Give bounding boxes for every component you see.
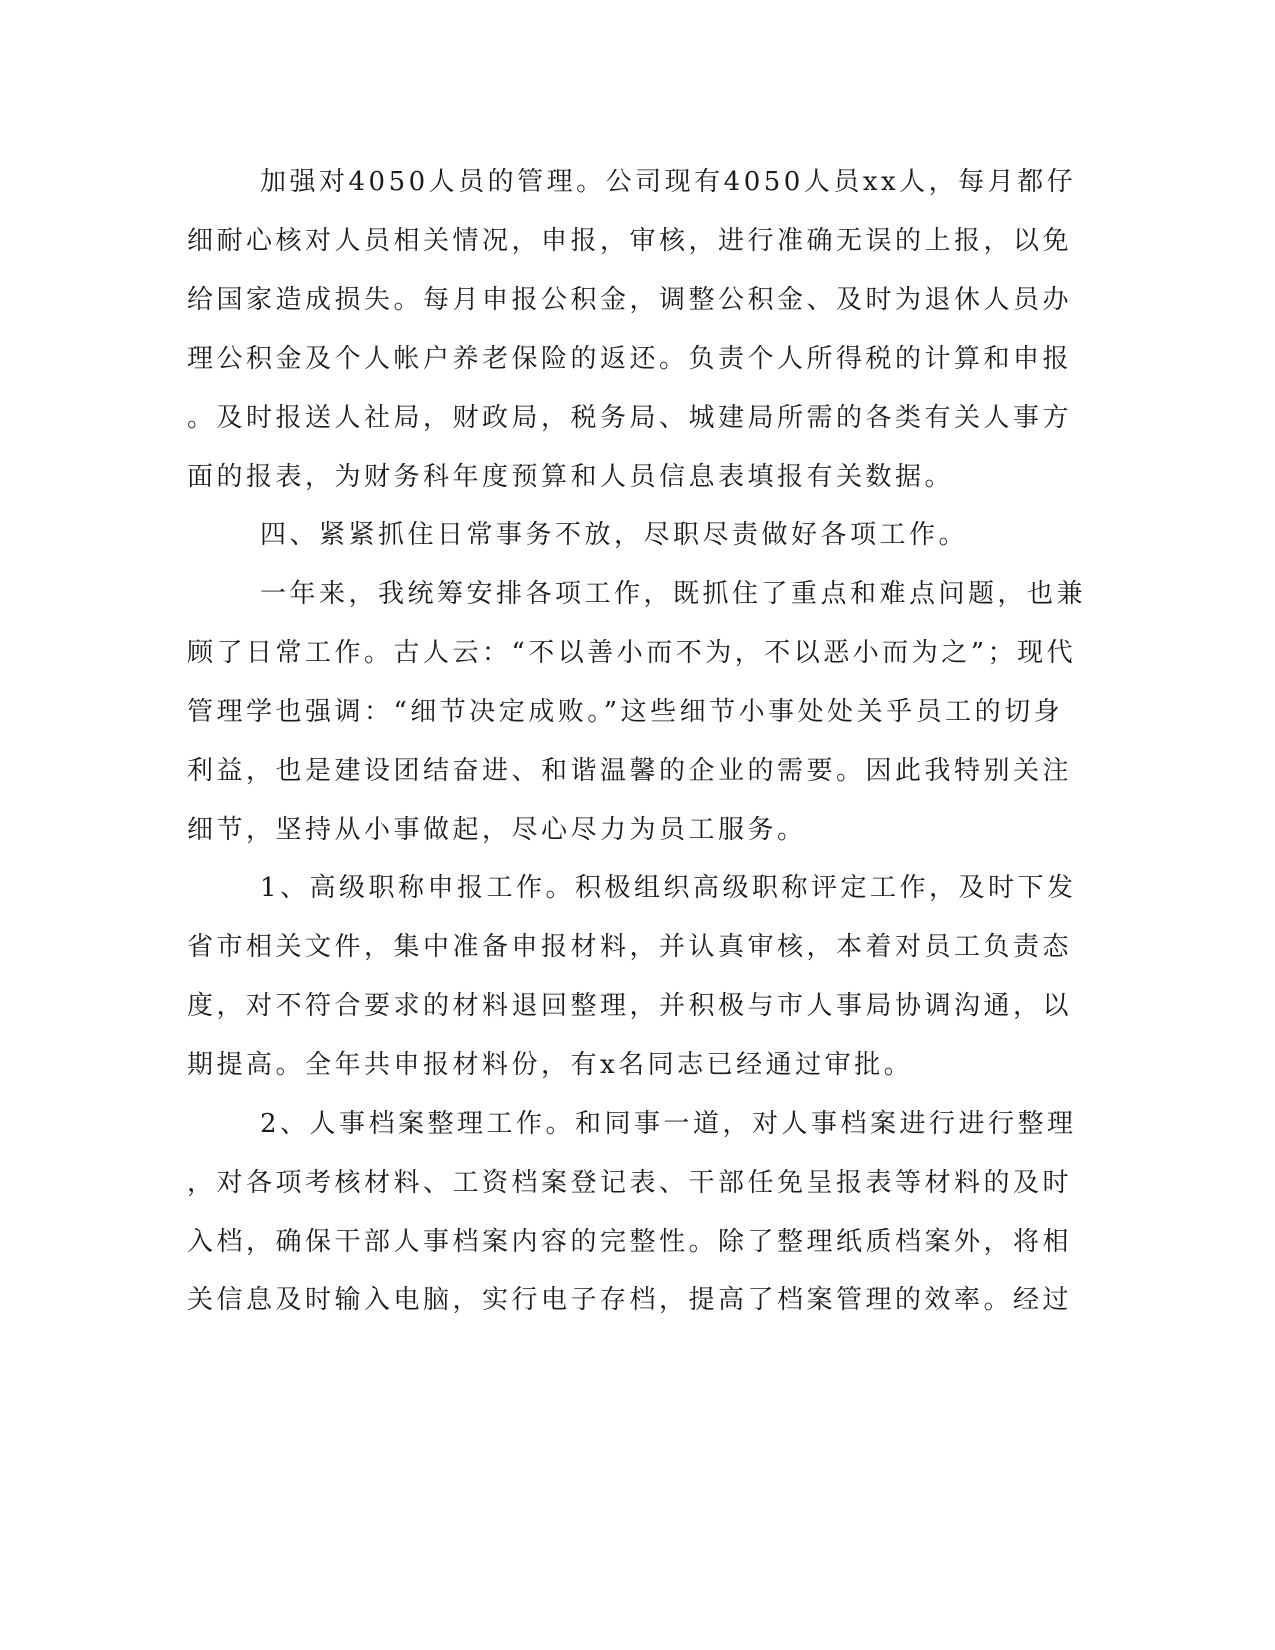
text-line: 细节，坚持从小事做起，尽心尽力为员工服务。	[187, 815, 807, 845]
text-line: 1、高级职称申报工作。积极组织高级职称评定工作，及时下发	[260, 873, 1077, 903]
text-line: 给国家造成损失。每月申报公积金，调整公积金、及时为退休人员办	[187, 285, 1073, 315]
text-line: 利益，也是建设团结奋进、和谐温馨的企业的需要。因此我特别关注	[187, 756, 1073, 786]
text-line: 关信息及时输入电脑，实行电子存档，提高了档案管理的效率。经过	[187, 1285, 1073, 1315]
text-line: ，对各项考核材料、工资档案登记表、干部任免呈报表等材料的及时	[187, 1168, 1073, 1198]
text-line: 细耐心核对人员相关情况，申报，审核，进行准确无误的上报，以免	[187, 226, 1073, 256]
text-line: 加强对4050人员的管理。公司现有4050人员xx人，每月都仔	[260, 167, 1077, 197]
text-line: 一年来，我统筹安排各项工作，既抓住了重点和难点问题，也兼	[260, 579, 1087, 609]
text-line: 入档，确保干部人事档案内容的完整性。除了整理纸质档案外，将相	[187, 1227, 1073, 1257]
text-line: 顾了日常工作。古人云：“不以善小而不为，不以恶小而为之”；现代	[187, 638, 1077, 668]
text-line: 面的报表，为财务科年度预算和人员信息表填报有关数据。	[187, 462, 955, 492]
text-line: 度，对不符合要求的材料退回整理，并积极与市人事局协调沟通，以	[187, 991, 1073, 1021]
text-line: 2、人事档案整理工作。和同事一道，对人事档案进行进行整理	[260, 1109, 1077, 1139]
section-heading: 四、紧紧抓住日常事务不放，尽职尽责做好各项工作。	[260, 520, 969, 550]
text-line: 理公积金及个人帐户养老保险的返还。负责个人所得税的计算和申报	[187, 344, 1073, 374]
text-line: 省市相关文件，集中准备申报材料，并认真审核，本着对员工负责态	[187, 932, 1073, 962]
text-line: 期提高。全年共申报材料份，有x名同志已经通过审批。	[187, 1050, 914, 1080]
text-line: 管理学也强调：“细节决定成败。”这些细节小事处处关乎员工的切身	[187, 697, 1064, 727]
text-line: 。及时报送人社局，财政局，税务局、城建局所需的各类有关人事方	[187, 403, 1073, 433]
